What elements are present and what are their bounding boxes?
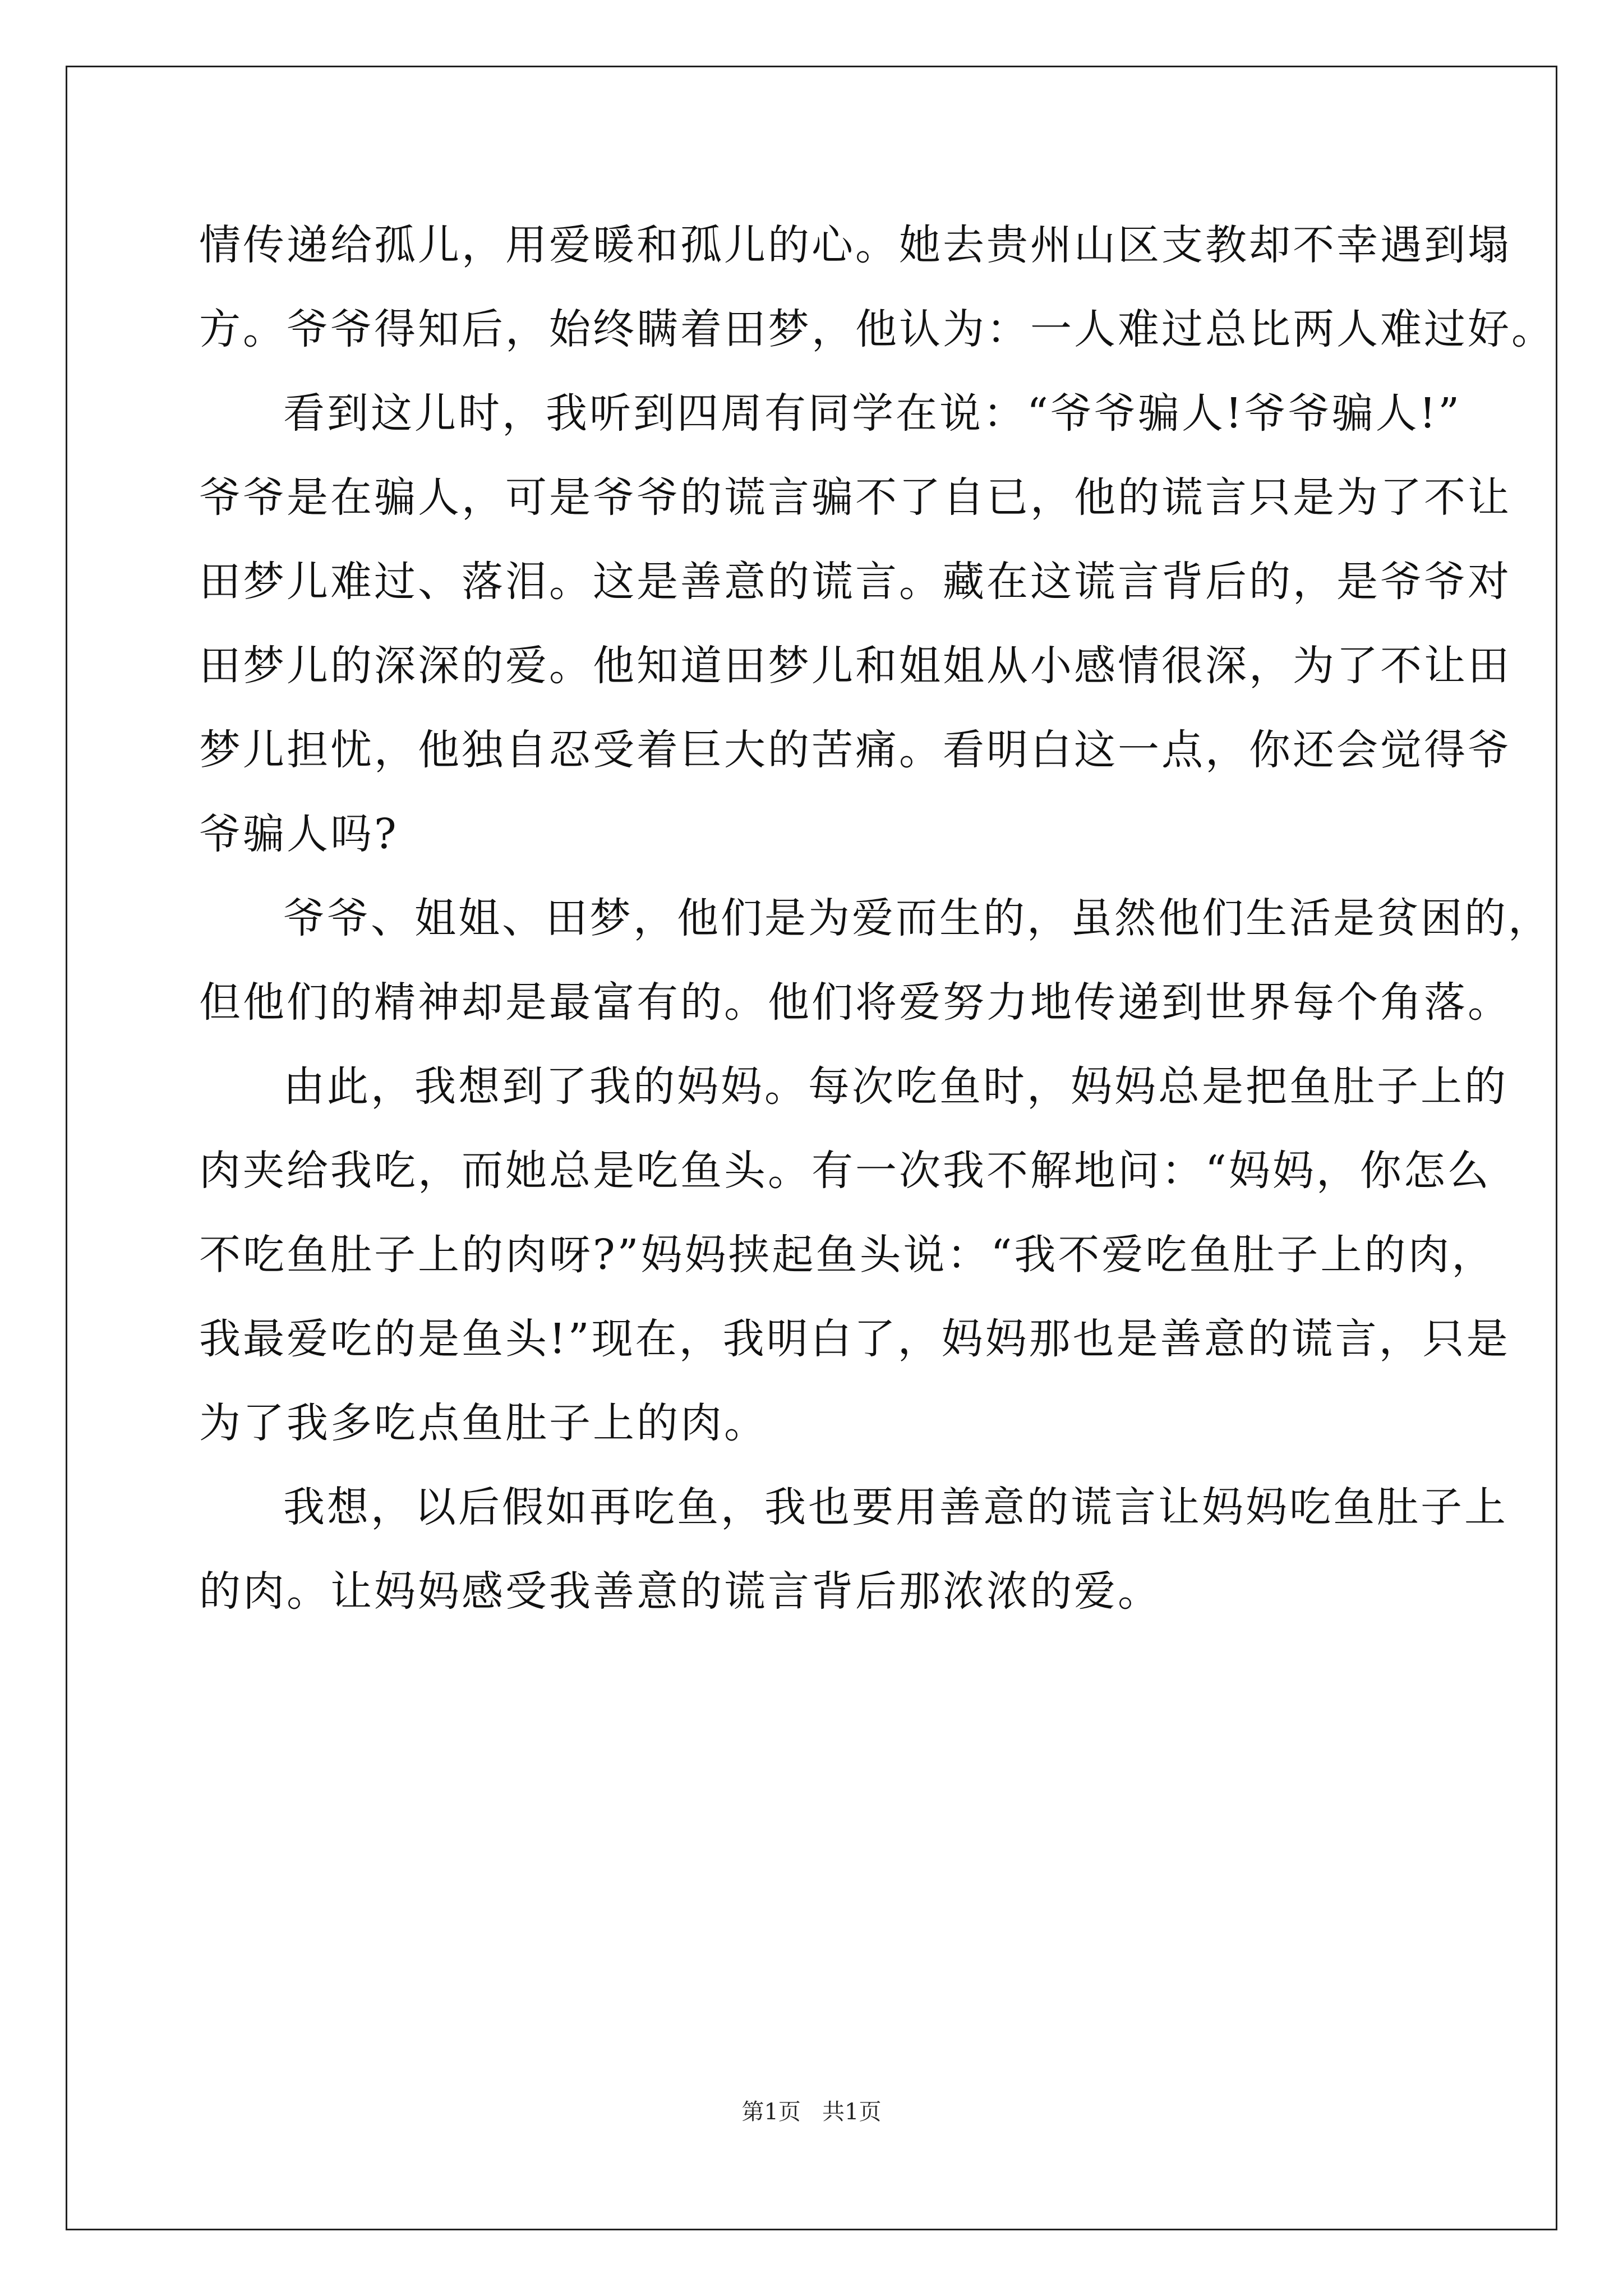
- text-line: 肉夹给我吃，而她总是吃鱼头。有一次我不解地问：“妈妈，你怎么: [199, 1147, 1491, 1195]
- text-line: 田梦儿的深深的爱。他知道田梦儿和姐姐从小感情很深，为了不让田: [199, 642, 1511, 690]
- document-body: [199, 203, 1555, 1634]
- page-number-footer: 第1页 共1页: [741, 2099, 882, 2125]
- text-line: 我想，以后假如再吃鱼，我也要用善意的谎言让妈妈吃鱼肚子上: [283, 1483, 1508, 1531]
- text-line: 看到这儿时，我听到四周有同学在说：“爷爷骗人!爷爷骗人!”: [283, 389, 1462, 438]
- text-line: 为了我多吃点鱼肚子上的肉。: [199, 1399, 768, 1447]
- text-line: 但他们的精神却是最富有的。他们将爱努力地传递到世界每个角落。: [199, 978, 1511, 1027]
- text-line: 爷爷是在骗人，可是爷爷的谎言骗不了自已，他的谎言只是为了不让: [199, 473, 1511, 522]
- text-line: 方。爷爷得知后，始终瞒着田梦，他认为：一人难过总比两人难过好。: [199, 305, 1555, 353]
- text-line: 的肉。让妈妈感受我善意的谎言背后那浓浓的爱。: [199, 1567, 1161, 1616]
- text-line: 梦儿担忧，他独自忍受着巨大的苦痛。看明白这一点，你还会觉得爷: [199, 726, 1511, 774]
- text-line: 我最爱吃的是鱼头!”现在，我明白了，妈妈那也是善意的谎言，只是: [199, 1315, 1510, 1363]
- text-line: 爷骗人吗?: [199, 810, 399, 858]
- text-line: 情传递给孤儿，用爱暖和孤儿的心。她去贵州山区支教却不幸遇到塌: [199, 221, 1511, 269]
- text-line: 不吃鱼肚子上的肉呀?”妈妈挟起鱼头说：“我不爱吃鱼肚子上的肉，: [199, 1231, 1496, 1279]
- text-line: 田梦儿难过、落泪。这是善意的谎言。藏在这谎言背后的，是爷爷对: [199, 558, 1511, 606]
- text-line: 爷爷、姐姐、田梦，他们是为爱而生的，虽然他们生活是贫困的，: [283, 894, 1552, 942]
- text-line: 由此，我想到了我的妈妈。每次吃鱼时，妈妈总是把鱼肚子上的: [283, 1062, 1508, 1111]
